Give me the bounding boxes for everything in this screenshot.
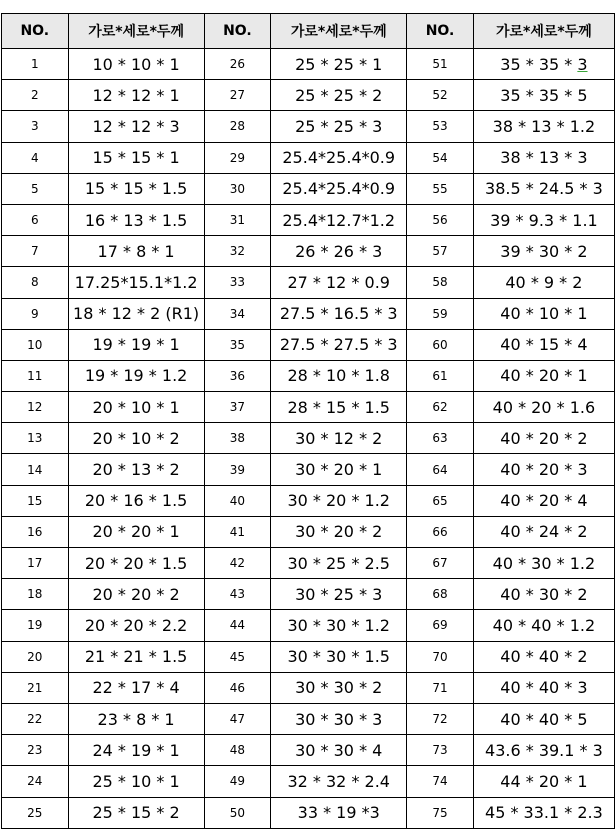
dimension-cell: 20 * 16 * 1.5 xyxy=(68,485,204,516)
row-number-cell: 52 xyxy=(407,80,474,111)
dimension-cell: 25.4*25.4*0.9 xyxy=(271,173,407,204)
dimension-cell: 23 * 8 * 1 xyxy=(68,703,204,734)
dimension-cell: 27.5 * 27.5 * 3 xyxy=(271,329,407,360)
dimension-cell: 20 * 20 * 1.5 xyxy=(68,548,204,579)
row-number-cell: 73 xyxy=(407,735,474,766)
dimension-cell: 19 * 19 * 1 xyxy=(68,329,204,360)
table-row xyxy=(2,516,615,547)
dimension-cell: 35 * 35 * 5 xyxy=(473,80,614,111)
dimension-cell: 39 * 9.3 * 1.1 xyxy=(473,204,614,235)
row-number-cell: 74 xyxy=(407,766,474,797)
table-body xyxy=(2,49,615,829)
dimension-cell: 27 * 12 * 0.9 xyxy=(271,267,407,298)
dimension-cell: 30 * 20 * 1 xyxy=(271,454,407,485)
table-row xyxy=(2,267,615,298)
dimension-cell: 30 * 20 * 1.2 xyxy=(271,485,407,516)
dimension-cell: 25 * 25 * 1 xyxy=(271,49,407,80)
row-number-cell: 71 xyxy=(407,672,474,703)
dimension-cell: 40 * 30 * 2 xyxy=(473,579,614,610)
row-number-cell: 54 xyxy=(407,142,474,173)
row-number-cell: 65 xyxy=(407,485,474,516)
table-row xyxy=(2,735,615,766)
row-number-cell: 68 xyxy=(407,579,474,610)
row-number-cell: 19 xyxy=(2,610,69,641)
row-number-cell: 14 xyxy=(2,454,69,485)
dimension-cell: 30 * 30 * 2 xyxy=(271,672,407,703)
row-number-cell: 17 xyxy=(2,548,69,579)
table-row xyxy=(2,454,615,485)
table-row xyxy=(2,49,615,80)
dimension-cell: 40 * 30 * 1.2 xyxy=(473,548,614,579)
table-row xyxy=(2,485,615,516)
dimension-cell: 30 * 30 * 1.2 xyxy=(271,610,407,641)
table-row xyxy=(2,298,615,329)
row-number-cell: 20 xyxy=(2,641,69,672)
dimension-cell: 12 * 12 * 3 xyxy=(68,111,204,142)
dimension-cell: 33 * 19 *3 xyxy=(271,797,407,828)
dimension-cell: 20 * 20 * 2 xyxy=(68,579,204,610)
dimension-cell: 12 * 12 * 1 xyxy=(68,80,204,111)
table-row xyxy=(2,329,615,360)
table-header-row xyxy=(2,14,615,49)
row-number-cell: 44 xyxy=(204,610,271,641)
dimension-cell: 20 * 20 * 1 xyxy=(68,516,204,547)
table-row xyxy=(2,579,615,610)
dimension-cell: 40 * 20 * 2 xyxy=(473,423,614,454)
row-number-cell: 64 xyxy=(407,454,474,485)
row-number-cell: 58 xyxy=(407,267,474,298)
dimension-cell: 24 * 19 * 1 xyxy=(68,735,204,766)
row-number-cell: 45 xyxy=(204,641,271,672)
dimension-cell: 27.5 * 16.5 * 3 xyxy=(271,298,407,329)
dimension-cell: 30 * 30 * 3 xyxy=(271,703,407,734)
row-number-cell: 23 xyxy=(2,735,69,766)
row-number-cell: 36 xyxy=(204,360,271,391)
row-number-cell: 70 xyxy=(407,641,474,672)
row-number-cell: 66 xyxy=(407,516,474,547)
row-number-cell: 28 xyxy=(204,111,271,142)
dimension-cell: 25 * 15 * 2 xyxy=(68,797,204,828)
row-number-cell: 24 xyxy=(2,766,69,797)
dimension-cell: 40 * 20 * 3 xyxy=(473,454,614,485)
row-number-cell: 61 xyxy=(407,360,474,391)
header-dimensions-col-1: 가로*세로*두께 xyxy=(68,14,204,49)
row-number-cell: 48 xyxy=(204,735,271,766)
dimension-cell: 15 * 15 * 1 xyxy=(68,142,204,173)
spellcheck-underline: 3 xyxy=(577,54,588,74)
row-number-cell: 72 xyxy=(407,703,474,734)
row-number-cell: 8 xyxy=(2,267,69,298)
dimension-cell: 30 * 25 * 3 xyxy=(271,579,407,610)
dimension-cell: 20 * 20 * 2.2 xyxy=(68,610,204,641)
table-row xyxy=(2,236,615,267)
dimension-cell: 38 * 13 * 1.2 xyxy=(473,111,614,142)
table-row xyxy=(2,797,615,828)
row-number-cell: 46 xyxy=(204,672,271,703)
dimension-cell: 32 * 32 * 2.4 xyxy=(271,766,407,797)
row-number-cell: 4 xyxy=(2,142,69,173)
row-number-cell: 3 xyxy=(2,111,69,142)
header-dimensions-col-3: 가로*세로*두께 xyxy=(473,14,614,49)
row-number-cell: 33 xyxy=(204,267,271,298)
row-number-cell: 5 xyxy=(2,173,69,204)
dimension-cell: 25 * 25 * 2 xyxy=(271,80,407,111)
row-number-cell: 18 xyxy=(2,579,69,610)
dimension-cell: 28 * 10 * 1.8 xyxy=(271,360,407,391)
row-number-cell: 6 xyxy=(2,204,69,235)
row-number-cell: 57 xyxy=(407,236,474,267)
row-number-cell: 47 xyxy=(204,703,271,734)
dimension-cell: 40 * 9 * 2 xyxy=(473,267,614,298)
table-row xyxy=(2,423,615,454)
table-row xyxy=(2,766,615,797)
row-number-cell: 42 xyxy=(204,548,271,579)
dimension-cell: 40 * 24 * 2 xyxy=(473,516,614,547)
row-number-cell: 69 xyxy=(407,610,474,641)
row-number-cell: 7 xyxy=(2,236,69,267)
dimension-cell: 18 * 12 * 2 (R1) xyxy=(68,298,204,329)
header-no-col-1: NO. xyxy=(2,14,69,49)
dimension-cell: 40 * 20 * 1.6 xyxy=(473,392,614,423)
row-number-cell: 27 xyxy=(204,80,271,111)
row-number-cell: 30 xyxy=(204,173,271,204)
dimension-cell: 40 * 20 * 4 xyxy=(473,485,614,516)
row-number-cell: 15 xyxy=(2,485,69,516)
table-row xyxy=(2,672,615,703)
row-number-cell: 41 xyxy=(204,516,271,547)
dimension-cell: 20 * 13 * 2 xyxy=(68,454,204,485)
dimension-cell: 19 * 19 * 1.2 xyxy=(68,360,204,391)
dimension-cell: 44 * 20 * 1 xyxy=(473,766,614,797)
table-row xyxy=(2,548,615,579)
row-number-cell: 35 xyxy=(204,329,271,360)
dimension-cell: 40 * 40 * 5 xyxy=(473,703,614,734)
row-number-cell: 11 xyxy=(2,360,69,391)
row-number-cell: 9 xyxy=(2,298,69,329)
row-number-cell: 16 xyxy=(2,516,69,547)
row-number-cell: 25 xyxy=(2,797,69,828)
dimension-cell: 40 * 15 * 4 xyxy=(473,329,614,360)
row-number-cell: 31 xyxy=(204,204,271,235)
row-number-cell: 32 xyxy=(204,236,271,267)
table-row xyxy=(2,204,615,235)
dimension-cell: 40 * 40 * 3 xyxy=(473,672,614,703)
table-row xyxy=(2,173,615,204)
dimension-cell: 15 * 15 * 1.5 xyxy=(68,173,204,204)
row-number-cell: 62 xyxy=(407,392,474,423)
header-no-col-2: NO. xyxy=(204,14,271,49)
row-number-cell: 12 xyxy=(2,392,69,423)
dimension-cell: 25 * 10 * 1 xyxy=(68,766,204,797)
dimension-cell: 25.4*12.7*1.2 xyxy=(271,204,407,235)
table-row xyxy=(2,703,615,734)
dimension-cell: 30 * 30 * 1.5 xyxy=(271,641,407,672)
row-number-cell: 55 xyxy=(407,173,474,204)
row-number-cell: 50 xyxy=(204,797,271,828)
dimension-cell: 45 * 33.1 * 2.3 xyxy=(473,797,614,828)
header-no-col-3: NO. xyxy=(407,14,474,49)
row-number-cell: 53 xyxy=(407,111,474,142)
dimension-cell: 30 * 12 * 2 xyxy=(271,423,407,454)
dimension-cell: 38.5 * 24.5 * 3 xyxy=(473,173,614,204)
dimension-cell: 40 * 10 * 1 xyxy=(473,298,614,329)
row-number-cell: 26 xyxy=(204,49,271,80)
row-number-cell: 67 xyxy=(407,548,474,579)
dimension-cell: 17 * 8 * 1 xyxy=(68,236,204,267)
dimension-cell: 26 * 26 * 3 xyxy=(271,236,407,267)
dimension-cell: 16 * 13 * 1.5 xyxy=(68,204,204,235)
row-number-cell: 39 xyxy=(204,454,271,485)
dimension-cell: 10 * 10 * 1 xyxy=(68,49,204,80)
dimension-cell: 40 * 20 * 1 xyxy=(473,360,614,391)
row-number-cell: 75 xyxy=(407,797,474,828)
row-number-cell: 60 xyxy=(407,329,474,360)
dimension-cell: 43.6 * 39.1 * 3 xyxy=(473,735,614,766)
dimension-cell: 40 * 40 * 2 xyxy=(473,641,614,672)
row-number-cell: 51 xyxy=(407,49,474,80)
dimension-cell: 21 * 21 * 1.5 xyxy=(68,641,204,672)
row-number-cell: 29 xyxy=(204,142,271,173)
row-number-cell: 1 xyxy=(2,49,69,80)
row-number-cell: 56 xyxy=(407,204,474,235)
row-number-cell: 37 xyxy=(204,392,271,423)
row-number-cell: 2 xyxy=(2,80,69,111)
dimension-cell: 40 * 40 * 1.2 xyxy=(473,610,614,641)
dimension-cell: 39 * 30 * 2 xyxy=(473,236,614,267)
dimension-cell: 22 * 17 * 4 xyxy=(68,672,204,703)
dimension-cell: 35 * 35 * 3 xyxy=(473,49,614,80)
table-row xyxy=(2,392,615,423)
row-number-cell: 49 xyxy=(204,766,271,797)
header-dimensions-col-2: 가로*세로*두께 xyxy=(271,14,407,49)
row-number-cell: 21 xyxy=(2,672,69,703)
dimension-cell: 28 * 15 * 1.5 xyxy=(271,392,407,423)
row-number-cell: 13 xyxy=(2,423,69,454)
table-row xyxy=(2,80,615,111)
row-number-cell: 38 xyxy=(204,423,271,454)
table-row xyxy=(2,142,615,173)
table-row xyxy=(2,641,615,672)
row-number-cell: 43 xyxy=(204,579,271,610)
table-row xyxy=(2,360,615,391)
row-number-cell: 22 xyxy=(2,703,69,734)
dimension-cell: 25 * 25 * 3 xyxy=(271,111,407,142)
dimension-cell: 20 * 10 * 1 xyxy=(68,392,204,423)
row-number-cell: 34 xyxy=(204,298,271,329)
table-row xyxy=(2,111,615,142)
table-row xyxy=(2,610,615,641)
dimension-cell: 30 * 25 * 2.5 xyxy=(271,548,407,579)
dimension-cell: 30 * 30 * 4 xyxy=(271,735,407,766)
dimension-cell: 38 * 13 * 3 xyxy=(473,142,614,173)
row-number-cell: 63 xyxy=(407,423,474,454)
row-number-cell: 40 xyxy=(204,485,271,516)
dimension-cell: 30 * 20 * 2 xyxy=(271,516,407,547)
row-number-cell: 10 xyxy=(2,329,69,360)
row-number-cell: 59 xyxy=(407,298,474,329)
dimension-cell: 20 * 10 * 2 xyxy=(68,423,204,454)
dimension-cell: 25.4*25.4*0.9 xyxy=(271,142,407,173)
dimension-spec-table xyxy=(1,13,615,829)
dimension-cell: 17.25*15.1*1.2 xyxy=(68,267,204,298)
